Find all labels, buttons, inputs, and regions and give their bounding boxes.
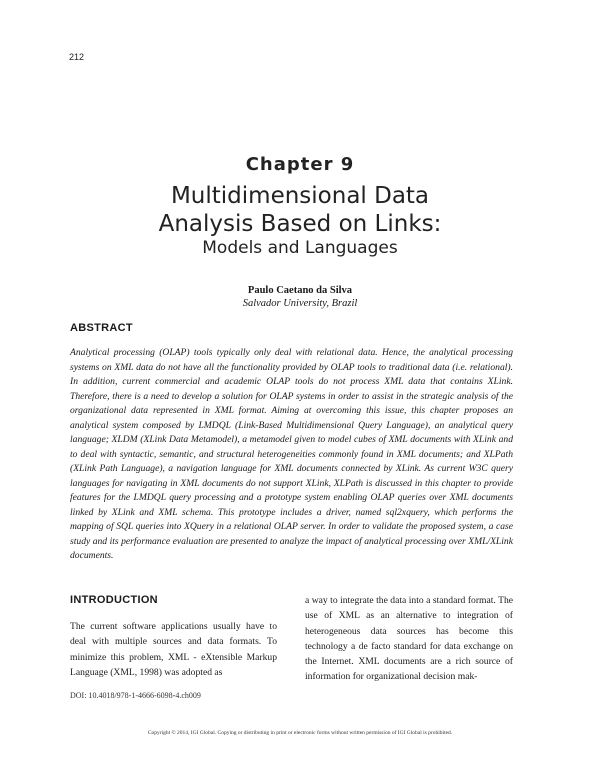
chapter-subtitle: Models and Languages	[202, 238, 398, 258]
introduction-heading: INTRODUCTION	[70, 594, 158, 606]
chapter-title-line-2: Analysis Based on Links:	[158, 211, 442, 237]
abstract-text: Analytical processing (OLAP) tools typically only deal with relational data. Hence, the analytical processing systems on XML data do not have all the functionality provided by OLAP tools to traditional data (i.e. relational). In addition, current commercial and academic OLAP tools do not process XML data that contains XLink. Therefore, there is a need to develop a solution for OLAP systems in order to assist in the strategic analysis of the organizational data represented in XML format. Aiming at overcoming this issue, this chapter proposes an analytical system composed by LMDQL (Link-Based Multidimensional Query Language), an analytical query language; XLDM (XLink Data Metamodel), a metamodel given to model cubes of XML documents with XLink and to deal with syntactic, semantic, and structural heterogeneities commonly found in XML documents; and XLPath (XLink Path Language), a navigation language for XML documents connected by XLink. As current W3C query languages for navigating in XML documents do not support XLink, XLPath is discussed in this chapter to provide features for the LMDQL query processing and a prototype system enabling OLAP queries over XML documents linked by XLink and XML schema. This prototype includes a driver, named sql2xquery, which performs the mapping of SQL queries into XQuery in a relational OLAP server. In order to validate the proposed system, a case study and its performance evaluation are presented to analyze the impact of analytical processing over XML/XLink documents.	[70, 347, 513, 561]
doi-footnote: DOI: 10.4018/978-1-4666-6098-4.ch009	[70, 691, 201, 700]
author-affiliation: Salvador University, Brazil	[242, 298, 358, 309]
chapter-title-line-1: Multidimensional Data	[170, 183, 430, 209]
abstract-heading: ABSTRACT	[70, 322, 133, 334]
introduction-text-left-column: The current software applications usually have to deal with multiple sources and data formats. To minimize this problem, XML - eXtensible Markup Language (XML, 1998) was adopted as	[70, 621, 277, 678]
introduction-text-right-column: a way to integrate the data into a standard format. The use of XML as an alternative to integration of heterogeneous data sources has become this technology a de facto standard for data exchange on the Internet. XML documents are a rich source of information for organizational decision mak-	[305, 595, 513, 683]
chapter-label: Chapter 9	[245, 154, 355, 175]
copyright-footer: Copyright © 2014, IGI Global. Copying or distributing in print or electronic forms without written permission of IGI Global is prohibited.	[147, 730, 453, 736]
page-number: 212	[69, 52, 85, 62]
author-name: Paulo Caetano da Silva	[247, 285, 353, 296]
